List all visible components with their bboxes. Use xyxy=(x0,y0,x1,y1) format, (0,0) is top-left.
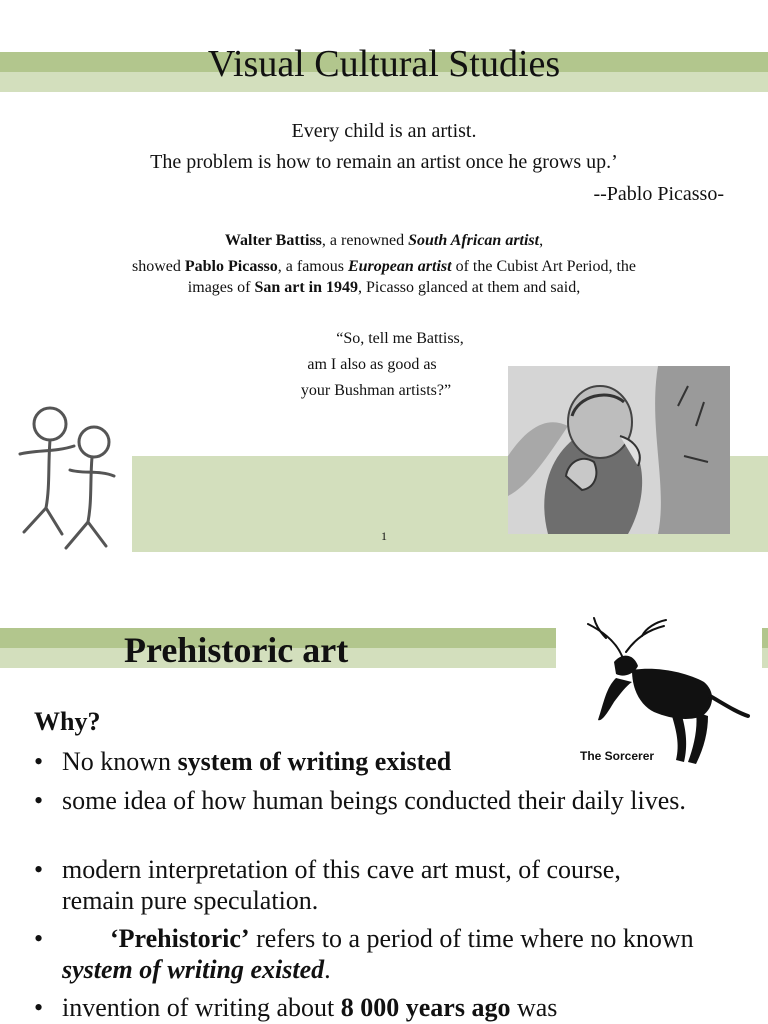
text-span: , a famous xyxy=(277,258,348,275)
text-span: of the Cubist Art Period, the xyxy=(451,258,636,275)
european-artist: European artist xyxy=(347,258,452,275)
paragraph-line-2 xyxy=(20,256,748,277)
bullet-text xyxy=(34,746,694,777)
bullet-dot: • xyxy=(34,924,44,953)
slide2-band-bottom-right xyxy=(762,648,768,668)
bullet-item xyxy=(34,854,694,916)
text-span: images of xyxy=(187,279,255,296)
paragraph-line-3 xyxy=(20,277,748,298)
name-pablo-picasso: Pablo Picasso xyxy=(184,258,278,275)
slide1-title: Visual Cultural Studies xyxy=(207,43,561,85)
bullet-text: modern interpretation of this cave art must, of course, remain pure speculation. xyxy=(62,855,621,915)
bullet-item xyxy=(34,746,694,777)
picasso-sketch xyxy=(508,366,730,534)
text-span: , a renowned xyxy=(321,232,409,249)
slide2-title: Prehistoric art xyxy=(124,630,349,670)
text-span: showed xyxy=(131,258,185,275)
bullet-item xyxy=(34,785,694,816)
speech-line-1: “So, tell me Battiss, xyxy=(336,330,464,347)
bullet-dot: • xyxy=(34,747,44,776)
bullet-text xyxy=(34,992,694,1023)
bullet-dot: • xyxy=(34,993,44,1022)
bullet-dot: • xyxy=(34,855,44,884)
bold-span: ‘Prehistoric’ xyxy=(110,924,250,953)
speech-line-3: your Bushman artists?” xyxy=(300,382,452,399)
bold-span: system of writing existed xyxy=(177,747,452,776)
bullet-text: some idea of how human beings conducted their daily lives. xyxy=(62,786,686,815)
quote-line-2: The problem is how to remain an artist once he grows up.’ xyxy=(150,151,618,173)
bold-italic-span: system of writing existed xyxy=(62,955,325,984)
text-span: . xyxy=(324,955,331,984)
text-span: , Picasso glanced at them and said, xyxy=(358,279,581,296)
text-span: refers to a period of time where no known xyxy=(249,924,694,953)
text-span: invention of writing about xyxy=(62,993,341,1022)
paragraph-line-1 xyxy=(20,230,748,251)
quote-author: --Pablo Picasso- xyxy=(593,183,724,205)
bullet-text xyxy=(34,923,694,985)
bullet-item xyxy=(34,992,694,1023)
why-heading: Why? xyxy=(34,707,101,736)
slide2-band-top-right xyxy=(762,628,768,648)
bullet-dot: • xyxy=(34,786,44,815)
quote-line-1: Every child is an artist. xyxy=(291,120,477,142)
text-span: was xyxy=(510,993,558,1022)
speech-line-2: am I also as good as xyxy=(307,356,437,373)
bold-span: 8 000 years ago xyxy=(340,993,511,1022)
bullet-item xyxy=(34,923,694,985)
page-number: 1 xyxy=(381,529,387,543)
sorcerer-caption: The Sorcerer xyxy=(580,749,655,763)
south-african-artist: South African artist xyxy=(408,232,540,249)
text-span: No known xyxy=(62,747,178,776)
stick-figures-icon xyxy=(6,396,136,564)
text-span: , xyxy=(539,232,544,249)
name-walter-battiss: Walter Battiss xyxy=(224,232,322,249)
san-art-1949: San art in 1949 xyxy=(254,279,359,296)
